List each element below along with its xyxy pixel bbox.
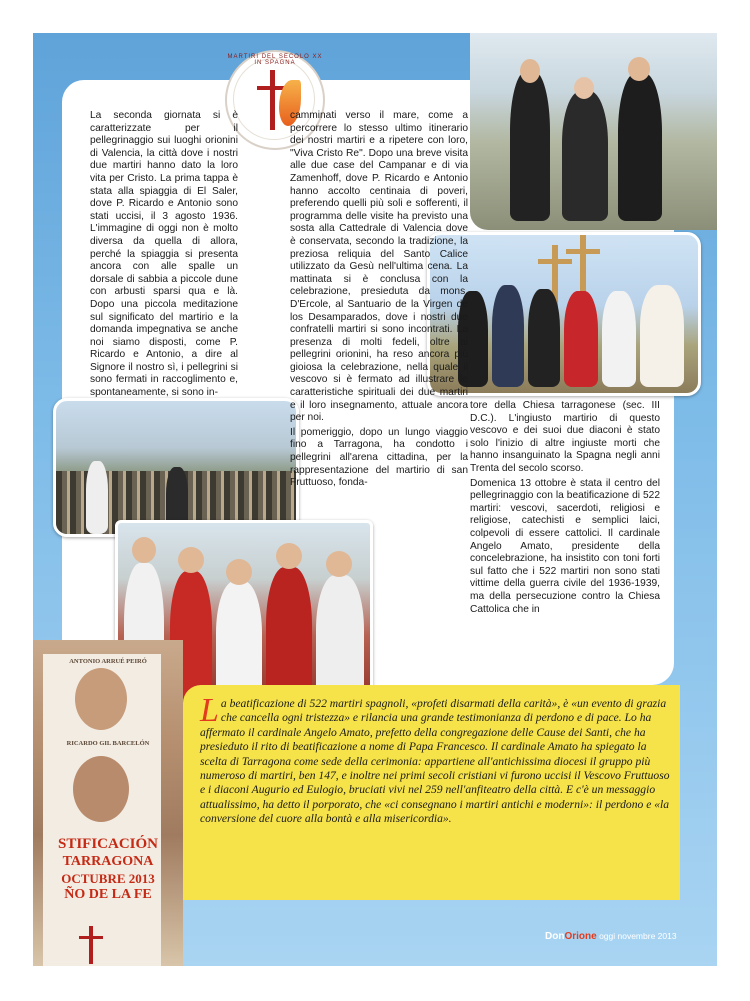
banner-name-1: ANTONIO ARRUÉ PEIRÓ <box>69 658 147 665</box>
quote-text <box>200 692 670 827</box>
paragraph: La seconda giornata si è caratterizzate per il pellegrinaggio sui luoghi orionini di Valencia, la città dove i nostri due martiri hanno dato la loro vita per Cristo. La prima tappa è stata alla spiaggia di El Saler, dove P. Ricardo e Antonio sono stati uccisi, il 3 agosto 1936. L'immagine di oggi non è molto diversa da quella di allora, perché la spiaggia si presenta ancora con alle spalle un dorsale di sabbia a piccole dune con arbusti sparsi qua e là. Dopo una piccola meditazione sul significato del martirio e la domanda impegnativa se anche noi siamo disposti, come P. Ricardo e Antonio, a dire al Signore il nostro sì, i pellegrini si sono fermati in raccoglimento e, spontaneamente, si sono in- <box>90 110 238 399</box>
quote-body: a beatificazione di 522 martiri spagnoli, «profeti disarmati della carità», è «un evento di grazia che cancella ogni tristezza» e rilancia una grande testimonianza di perdono e di pace. Lo ha affermato il cardinale Angelo Amato, prefetto della congregazione delle Cause dei Santi, che ha presieduto il rito di beatificazione a nome di Papa Francesco. Il cardinale Amato ha spiegato la scelta di Tarragona come sede della cerimonia: appartiene all'antichissima diocesi il gruppo più numeroso di martiri, ben 147, e inoltre nei primi secoli cristiani vi furono uccisi il Vescovo Fruttuoso e i diaconi Augurio ed Eulogio, bruciati vivi nel 259 nell'anfiteatro della città. E c'è un messaggio attualissimo, ha detto il porporato, che «ci consegnano i martiri antichi e moderni»: il perdono e «la conversione del cuore alla bontà e alla misericordia». <box>200 697 670 826</box>
photo-priests-walking <box>470 33 717 230</box>
article-column-3 <box>470 400 660 618</box>
photo-group-with-crosses <box>427 232 701 396</box>
paragraph: Domenica 13 ottobre è stata il centro del pellegrinaggio con la beatificazione di 522 martiri: vescovi, sacerdoti, religiosi e religiose, catechisti e semplici laici, colpevoli di essere cattolici. Il cardinale Angelo Amato, presidente della concelebrazione, ha insistito con toni forti sul fatto che i 522 martiri non sono stati vittime della guerra civile del 1936-1939, ma della persecuzione contro la Chiesa Cattolica che in <box>470 477 660 615</box>
paragraph: tore della Chiesa tarragonese (sec. III D.C.). L'ingiusto martirio di questo vescovo e dei suoi due diaconi è stato solo l'inizio di altre ingiuste morti che hanno insanguinato la Spagna negli anni Trenta del secolo scorso. <box>470 400 660 474</box>
photo-crowd-arena <box>53 398 299 537</box>
banner-line-3: OCTUBRE 2013 <box>61 871 155 886</box>
brand-orione: Orione <box>564 931 597 942</box>
banner-name-2: RICARDO GIL BARCELÓN <box>66 740 150 747</box>
banner-line-2: TARRAGONA <box>62 854 154 869</box>
banner-line-4: ÑO DE LA FE <box>64 887 152 902</box>
photo-beatification-banner <box>33 640 183 966</box>
article-column-1 <box>90 110 238 402</box>
dropcap: L <box>200 692 219 729</box>
paragraph: camminati verso il mare, come a percorrere lo stesso ultimo itinerario dei nostri martiri e a ripetere con loro, "Viva Cristo Re". Dopo una breve visita alle due case del Campanar e di via Zamenhoff, dove P. Ricardo e Antonio hanno accolto centinaia di poveri, preferendo quelli più soli e sofferenti, il programma delle visite ha previsto una sosta alla Cattedrale di Valencia dove è conservata, secondo la tradizione, la preziosa reliquia del Santo Calice utilizzato da Gesù nell'ultima cena. La mattinata si è conclusa con la celebrazione, presieduta da mons. D'Ercole, al Santuario de la Virgen de los Desamparados, dove i nostri due confratelli martiri si sono incontrati. La presenza di molti fedeli, oltre ai pellegrini orionini, ha reso ancora più gioiosa la celebrazione, nella quale il vescovo si è fermato ad illustrare le caratteristiche spirituali dei due martiri e il loro insegnamento, attuale ancora per noi. <box>290 110 468 424</box>
brand-don: Don <box>545 931 565 942</box>
banner-line-1: STIFICACIÓN <box>57 836 159 852</box>
logo-text: MARTIRI DEL SECOLO XX IN SPAGNA <box>227 54 323 66</box>
issue-date: oggi novembre 2013 <box>599 931 677 941</box>
page-footer <box>545 931 677 942</box>
paragraph: Il pomeriggio, dopo un lungo viaggio fino a Tarragona, ha condotto i pellegrini all'arena cittadina, per la rappresentazione del martirio di san Fruttuoso, fonda- <box>290 426 468 489</box>
article-column-2 <box>290 110 468 492</box>
